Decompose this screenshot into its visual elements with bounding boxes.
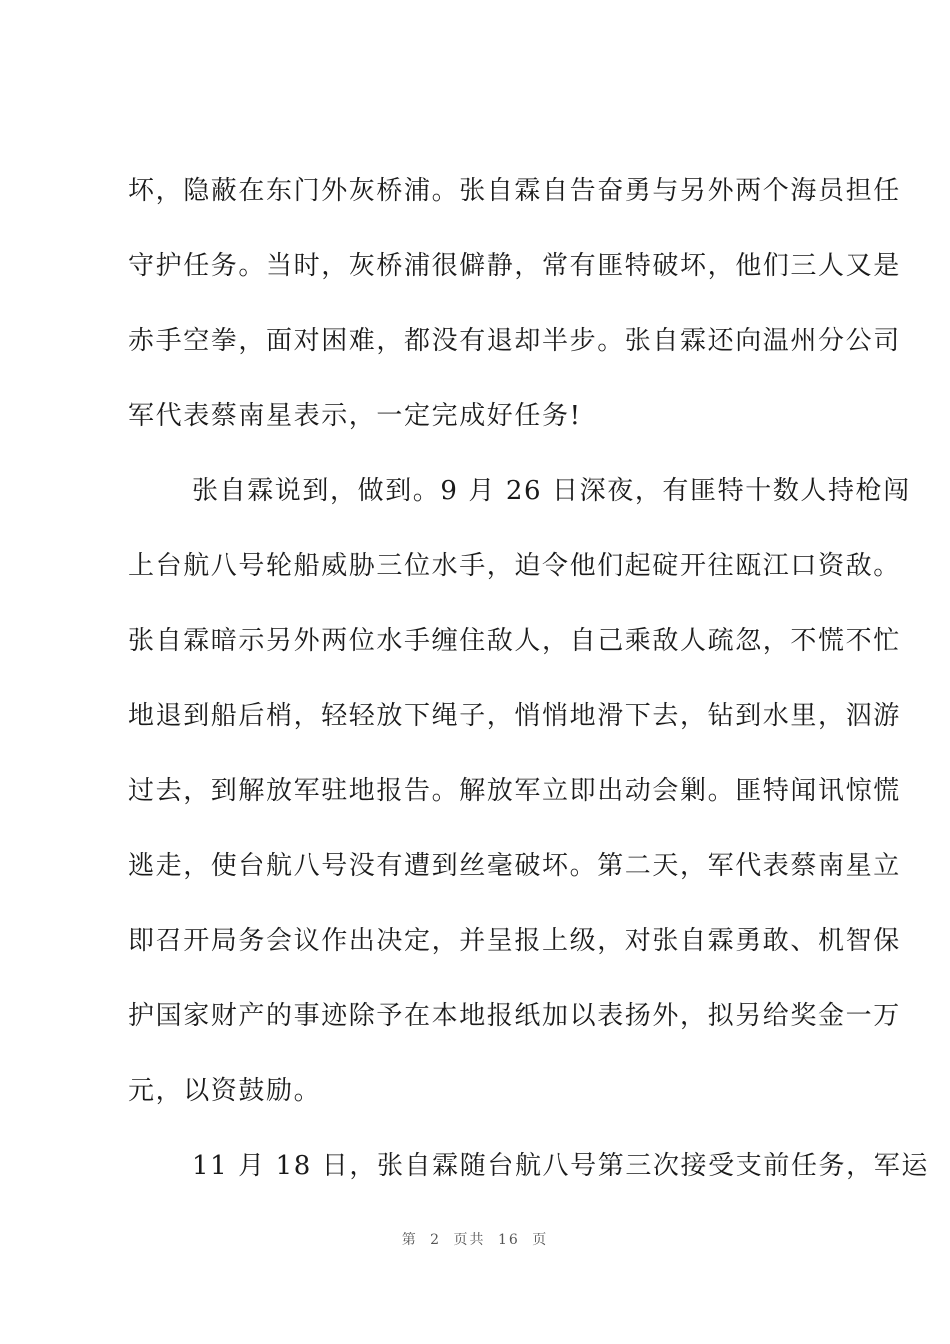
text-line: 过去，到解放军驻地报告。解放军立即出动会剿。匪特闻讯惊慌: [128, 776, 901, 806]
text-line: 护国家财产的事迹除予在本地报纸加以表扬外，拟另给奖金一万: [128, 1001, 901, 1031]
page-number-label: 第 2 页共 16 页: [401, 1232, 549, 1248]
paragraph-first-line: 张自霖说到，做到。9 月 26 日深夜，有匪特十数人持枪闯: [192, 476, 911, 506]
text-line: 赤手空拳，面对困难，都没有退却半步。张自霖还向温州分公司: [128, 326, 901, 356]
text-line: 地退到船后梢，轻轻放下绳子，悄悄地滑下去，钻到水里，泅游: [128, 701, 901, 731]
body-text: [128, 167, 929, 1217]
text-line: 上台航八号轮船威胁三位水手，迫令他们起碇开往瓯江口资敌。: [128, 551, 901, 581]
text-line: 即召开局务会议作出决定，并呈报上级，对张自霖勇敢、机智保: [128, 926, 901, 956]
paragraph-first-line: 11 月 18 日，张自霖随台航八号第三次接受支前任务，军运: [192, 1151, 929, 1181]
text-line: 军代表蔡南星表示，一定完成好任务!: [128, 401, 582, 431]
page-footer: [0, 1229, 950, 1249]
text-line: 张自霖暗示另外两位水手缠住敌人，自己乘敌人疏忽，不慌不忙: [128, 626, 901, 656]
text-line: 逃走，使台航八号没有遭到丝毫破坏。第二天，军代表蔡南星立: [128, 851, 901, 881]
text-line: 守护任务。当时，灰桥浦很僻静，常有匪特破坏，他们三人又是: [128, 251, 901, 281]
text-line: 坏，隐蔽在东门外灰桥浦。张自霖自告奋勇与另外两个海员担任: [128, 176, 901, 206]
text-line: 元，以资鼓励。: [128, 1076, 322, 1106]
